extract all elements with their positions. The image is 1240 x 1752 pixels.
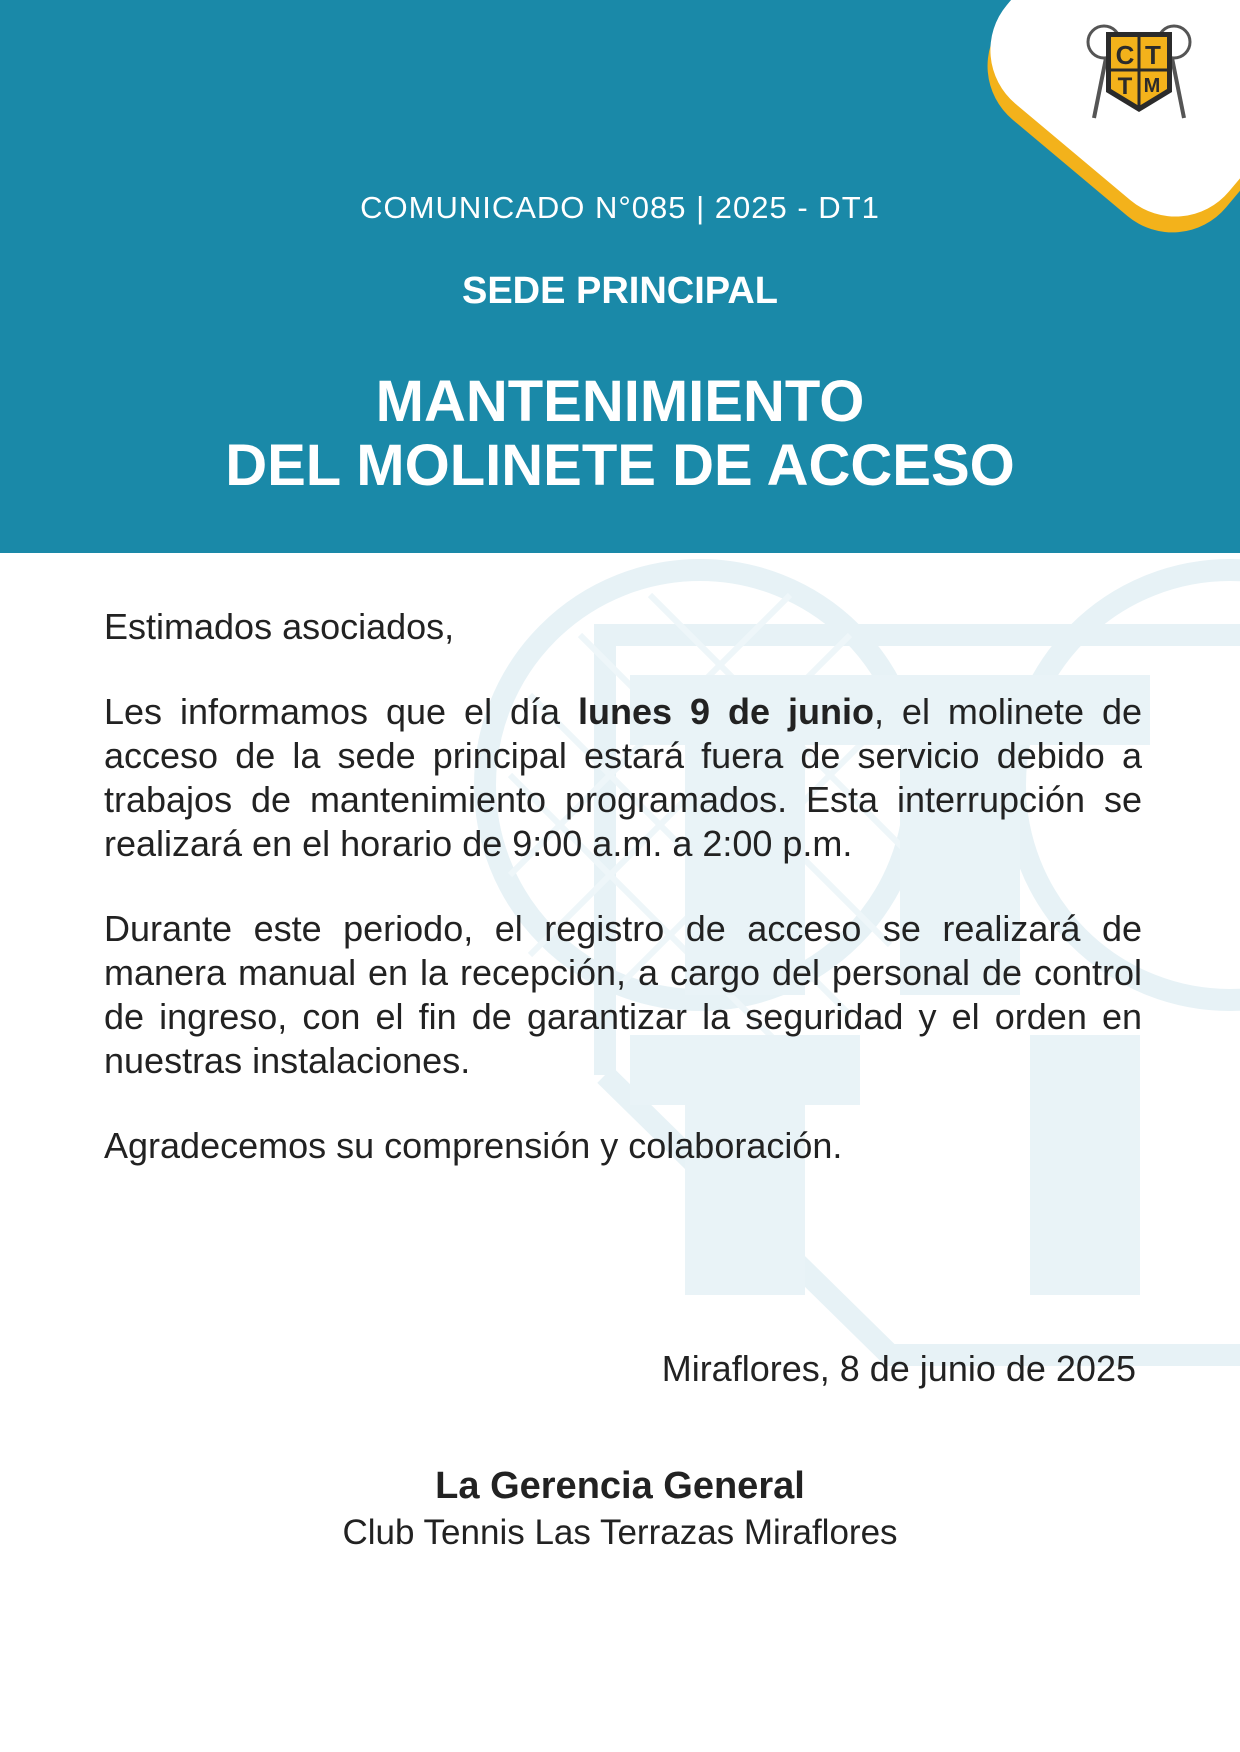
crest-letter: T [1117, 73, 1133, 100]
place-date: Miraflores, 8 de junio de 2025 [661, 1348, 1136, 1389]
signature-organization: Club Tennis Las Terrazas Miraflores [342, 1513, 898, 1552]
title-line-2: DEL MOLINETE DE ACCESO [225, 433, 1015, 498]
header-banner [0, 0, 1240, 553]
highlight-date: lunes 9 de junio [578, 691, 874, 732]
crest-letter: M [1143, 75, 1161, 97]
communique-code: COMUNICADO N°085 | 2025 - DT1 [360, 190, 880, 225]
crest-letter: T [1145, 40, 1161, 70]
paragraph-1 [104, 690, 1142, 866]
page-title [0, 370, 1240, 498]
paragraph-1-rest: , el molinete de acceso de la sede principal estará fuera de servicio debido a trabajos de mantenimiento programados. Esta interrupción se realizará en el horario de 9:00 a.m. a 2:00 p.m. [104, 691, 1142, 864]
letter-body [104, 605, 1142, 1209]
paragraph-3: Agradecemos su comprensión y colaboración. [104, 1125, 843, 1166]
paragraph-2: Durante este periodo, el registro de acceso se realizará de manera manual en la recepción, a cargo del personal de control de ingreso, con el fin de garantizar la seguridad y el orden en nuestras instalaciones. [104, 908, 1142, 1081]
ctm-club-crest-icon [1086, 22, 1192, 122]
title-line-1: MANTENIMIENTO [375, 369, 865, 434]
sede-label: SEDE PRINCIPAL [461, 270, 778, 312]
greeting: Estimados asociados, [104, 606, 455, 647]
crest-letter: C [1115, 40, 1135, 70]
paragraph-1-intro: Les informamos que el día [104, 691, 579, 732]
signature-title: La Gerencia General [435, 1465, 805, 1507]
